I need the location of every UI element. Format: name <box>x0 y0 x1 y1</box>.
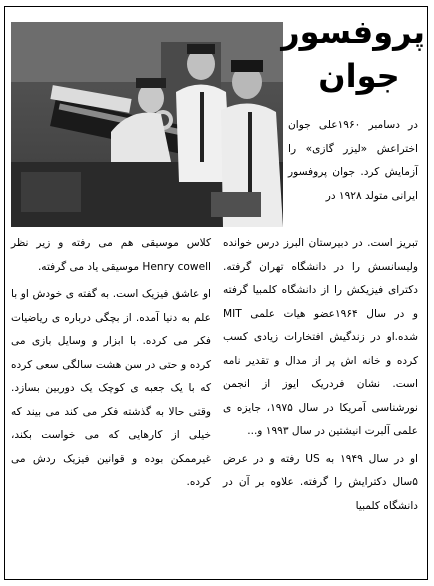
right-paragraph-1: تبریز است. در دبیرستان البرز درس خوانده ولیسانسش را در دانشگاه تهران گرفته. دکترای فیزیکش را از دانشگاه کلمبیا گرفته و در سال ۱۹۶۴عضو هیات علمی MIT شده.او در زندگیش افتخارات زیادی کسب کرده و خانه اش پر از مدال و تقدیر نامه است. نشان فردریک ایوز از انجمن نورشناسی آمریکا در سال ۱۹۷۵، جایزه ی علمی آلبرت انیشتین در سال ۱۹۹۳ و... <box>223 237 418 437</box>
right-column <box>223 232 418 518</box>
title-line-2: جوان <box>318 57 400 95</box>
lab-photo-illustration <box>11 22 283 227</box>
intro-column <box>288 114 418 208</box>
article-title <box>281 10 425 98</box>
article-photo <box>11 22 283 227</box>
title-line-1: پروفسور <box>281 13 425 51</box>
intro-paragraph: در دسامبر ۱۹۶۰علی جوان اختراعش «لیزر گازی» را آزمایش کرد. جوان پروفسور ایرانی متولد ۱۹۲۸ در <box>288 119 418 202</box>
left-paragraph-2: او عاشق فیزیک است. به گفته ی خودش او با علم به دنیا آمده. از بچگی درباره ی ریاضیات فکر می کرده. با ابزار و وسایل بازی می کرده و حتی در سن هشت سالگی سعی کرده که با یک جعبه ی کوچک یک دوربین بسازد. وقتی حالا به گذشته فکر می کند می بیند که خیلی از کارهایی که می خواست بکند، غیرممکن بوده و قوانین فیزیک ردش می کرده. <box>11 288 211 488</box>
left-paragraph-1: کلاس موسیقی هم می رفته و زیر نظر Henry cowell موسیقی یاد می گرفته. <box>11 237 211 273</box>
left-column <box>11 232 211 495</box>
right-paragraph-2: او در سال ۱۹۴۹ به US رفته و در عرض ۵سال دکترایش را گرفته. علاوه بر آن در دانشگاه کلمبیا <box>223 452 418 512</box>
